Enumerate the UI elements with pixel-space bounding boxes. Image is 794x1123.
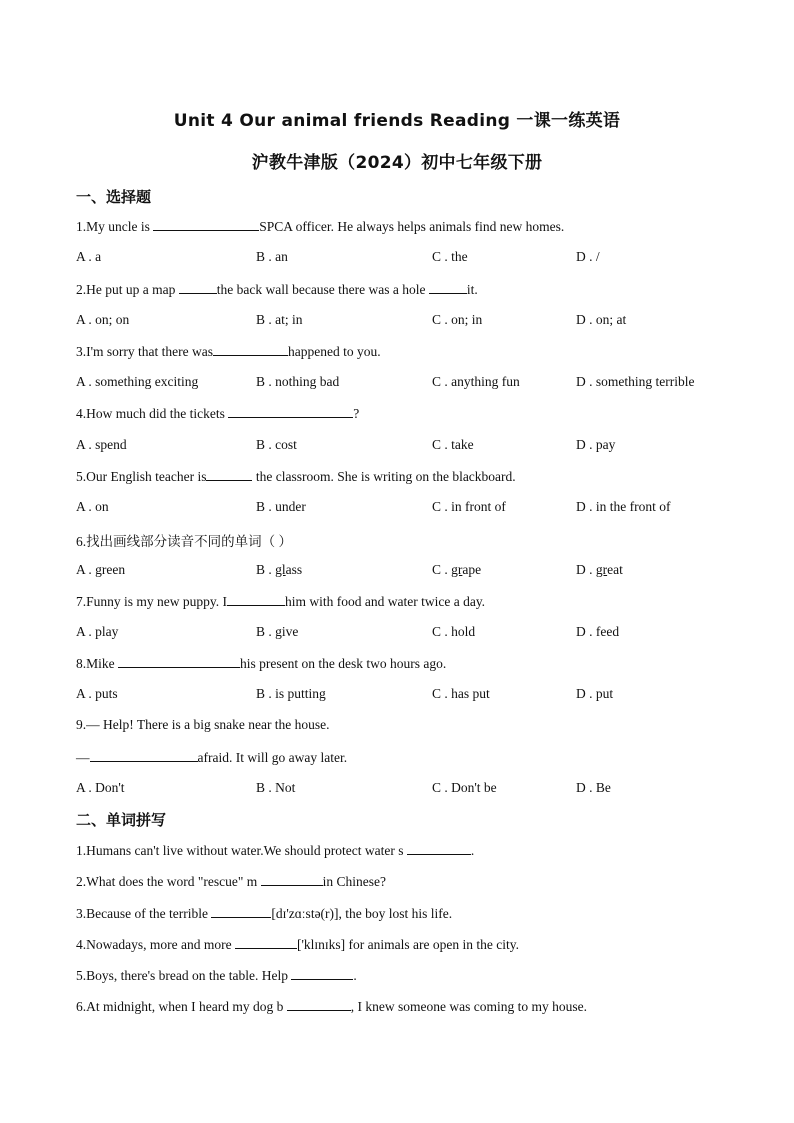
question-text: 3.Because of the terrible: [76, 906, 212, 921]
question-text: 5.Boys, there's bread on the table. Help: [76, 968, 292, 983]
question-text: 1.My uncle is: [76, 219, 154, 234]
option-a[interactable]: A . a: [76, 249, 102, 264]
question-text: 7.Funny is my new puppy. I: [76, 594, 227, 609]
question-text: afraid. It will go away later.: [197, 750, 348, 765]
spelling-2: [76, 873, 386, 890]
question-4: [76, 405, 359, 422]
answer-blank[interactable]: [407, 842, 471, 855]
question-text: .: [353, 968, 357, 983]
option-c[interactable]: C . hold: [432, 624, 476, 639]
question-3: [76, 343, 381, 360]
question-2: [76, 281, 478, 298]
option-letters: r: [101, 562, 107, 577]
question-5: [76, 468, 516, 485]
question-1: [76, 218, 564, 235]
option-a[interactable]: A . spend: [76, 437, 127, 452]
answer-blank[interactable]: [213, 343, 288, 356]
question-9: 9.— Help! There is a big snake near the house.: [76, 717, 330, 732]
option-letters: a: [462, 562, 469, 577]
option-c[interactable]: C . Don't be: [432, 780, 497, 795]
underlined-letters: g: [95, 562, 102, 577]
option-letters: ea: [607, 562, 620, 577]
option-d[interactable]: D . Be: [576, 780, 611, 795]
answer-blank[interactable]: [90, 749, 198, 762]
title-line-1: Unit 4 Our animal friends Reading 一课一练英语: [173, 111, 621, 131]
answer-blank[interactable]: [235, 936, 297, 949]
question-9-response: [76, 749, 347, 766]
option-letters: ee: [106, 562, 119, 577]
answer-blank[interactable]: [118, 655, 240, 668]
option-letter: D .: [576, 562, 596, 577]
answer-blank[interactable]: [153, 218, 259, 231]
question-text: 2.What does the word "rescue" m: [76, 874, 261, 889]
option-d[interactable]: D . /: [576, 249, 600, 264]
dash: —: [76, 750, 90, 765]
answer-blank[interactable]: [291, 967, 353, 980]
section-heading-choice: 一、选择题: [76, 188, 152, 206]
question-text: his present on the desk two hours ago.: [240, 656, 447, 671]
option-letters: t: [619, 562, 623, 577]
option-d[interactable]: D . put: [576, 686, 614, 701]
answer-blank[interactable]: [228, 405, 353, 418]
option-letters: a: [285, 562, 292, 577]
option-letter: A .: [76, 562, 96, 577]
spelling-3: [76, 905, 452, 922]
question-text: 8.Mike: [76, 656, 118, 671]
option-letters: ss: [291, 562, 303, 577]
question-text: 3.I'm sorry that there was: [76, 344, 214, 359]
option-b[interactable]: B . at; in: [256, 312, 303, 327]
answer-blank[interactable]: [227, 593, 285, 606]
question-text: in Chinese?: [322, 874, 386, 889]
answer-blank[interactable]: [261, 873, 323, 886]
option-d[interactable]: D . in the front of: [576, 499, 671, 514]
option-c[interactable]: C . the: [432, 249, 468, 264]
option-d[interactable]: [576, 562, 623, 578]
question-text: ?: [353, 406, 360, 421]
answer-blank[interactable]: [179, 281, 217, 294]
question-text: him with food and water twice a day.: [285, 594, 486, 609]
option-a[interactable]: A . on; on: [76, 312, 130, 327]
option-c[interactable]: C . take: [432, 437, 474, 452]
question-text: ['klɪnɪks] for animals are open in the city.: [296, 937, 519, 952]
question-text: 2.He put up a map: [76, 282, 179, 297]
option-b[interactable]: [256, 562, 302, 578]
option-d[interactable]: D . something terrible: [576, 374, 695, 389]
option-letter: B .: [256, 562, 276, 577]
option-b[interactable]: B . under: [256, 499, 306, 514]
question-7: [76, 593, 485, 610]
question-text: 4.How much did the tickets: [76, 406, 229, 421]
spelling-5: [76, 967, 357, 984]
option-a[interactable]: A . puts: [76, 686, 118, 701]
option-b[interactable]: B . Not: [256, 780, 296, 795]
question-text: [dɪ'zɑːstə(r)], the boy lost his life.: [271, 906, 453, 921]
option-c[interactable]: C . anything fun: [432, 374, 520, 389]
option-a[interactable]: A . on: [76, 499, 109, 514]
spelling-6: [76, 998, 587, 1015]
question-text: the classroom. She is writing on the blackboard.: [252, 469, 516, 484]
question-text: SPCA officer. He always helps animals find new homes.: [259, 219, 565, 234]
option-a[interactable]: A . something exciting: [76, 374, 199, 389]
question-text: it.: [466, 282, 478, 297]
option-b[interactable]: B . nothing bad: [256, 374, 340, 389]
spelling-1: [76, 842, 474, 859]
option-b[interactable]: B . give: [256, 624, 299, 639]
option-d[interactable]: D . on; at: [576, 312, 627, 327]
answer-blank[interactable]: [211, 905, 271, 918]
title-line-2: 沪教牛津版（2024）初中七年级下册: [251, 153, 543, 173]
underlined-letters: gl: [275, 562, 286, 577]
question-text: , I knew someone was coming to my house.: [350, 999, 587, 1014]
option-c[interactable]: C . in front of: [432, 499, 506, 514]
option-a[interactable]: [76, 562, 125, 578]
question-text: 4.Nowadays, more and more: [76, 937, 235, 952]
question-text: the back wall because there was a hole: [216, 282, 429, 297]
section-heading-spelling: 二、单词拼写: [76, 811, 167, 829]
question-8: [76, 655, 446, 672]
option-letters: n: [118, 562, 126, 577]
option-b[interactable]: B . cost: [256, 437, 297, 452]
option-c[interactable]: C . on; in: [432, 312, 483, 327]
question-6: 6.找出画线部分读音不同的单词（ ）: [76, 534, 292, 549]
option-d[interactable]: D . pay: [576, 437, 616, 452]
option-d[interactable]: D . feed: [576, 624, 620, 639]
option-c[interactable]: [432, 562, 481, 578]
option-c[interactable]: C . has put: [432, 686, 490, 701]
answer-blank[interactable]: [429, 281, 467, 294]
answer-blank[interactable]: [206, 468, 252, 481]
question-text: 5.Our English teacher is: [76, 469, 207, 484]
option-a[interactable]: A . play: [76, 624, 119, 639]
option-letters: pe: [468, 562, 482, 577]
option-letter: C .: [432, 562, 452, 577]
spelling-4: [76, 936, 519, 953]
question-text: happened to you.: [288, 344, 381, 359]
underlined-letters: gr: [595, 562, 608, 577]
question-text: 6.At midnight, when I heard my dog b: [76, 999, 287, 1014]
question-text: 1.Humans can't live without water.We should protect water s: [76, 843, 407, 858]
option-b[interactable]: B . is putting: [256, 686, 326, 701]
underlined-letters: gr: [451, 562, 463, 577]
option-b[interactable]: B . an: [256, 249, 288, 264]
answer-blank[interactable]: [287, 998, 351, 1011]
question-text: .: [470, 843, 475, 858]
option-a[interactable]: A . Don't: [76, 780, 125, 795]
